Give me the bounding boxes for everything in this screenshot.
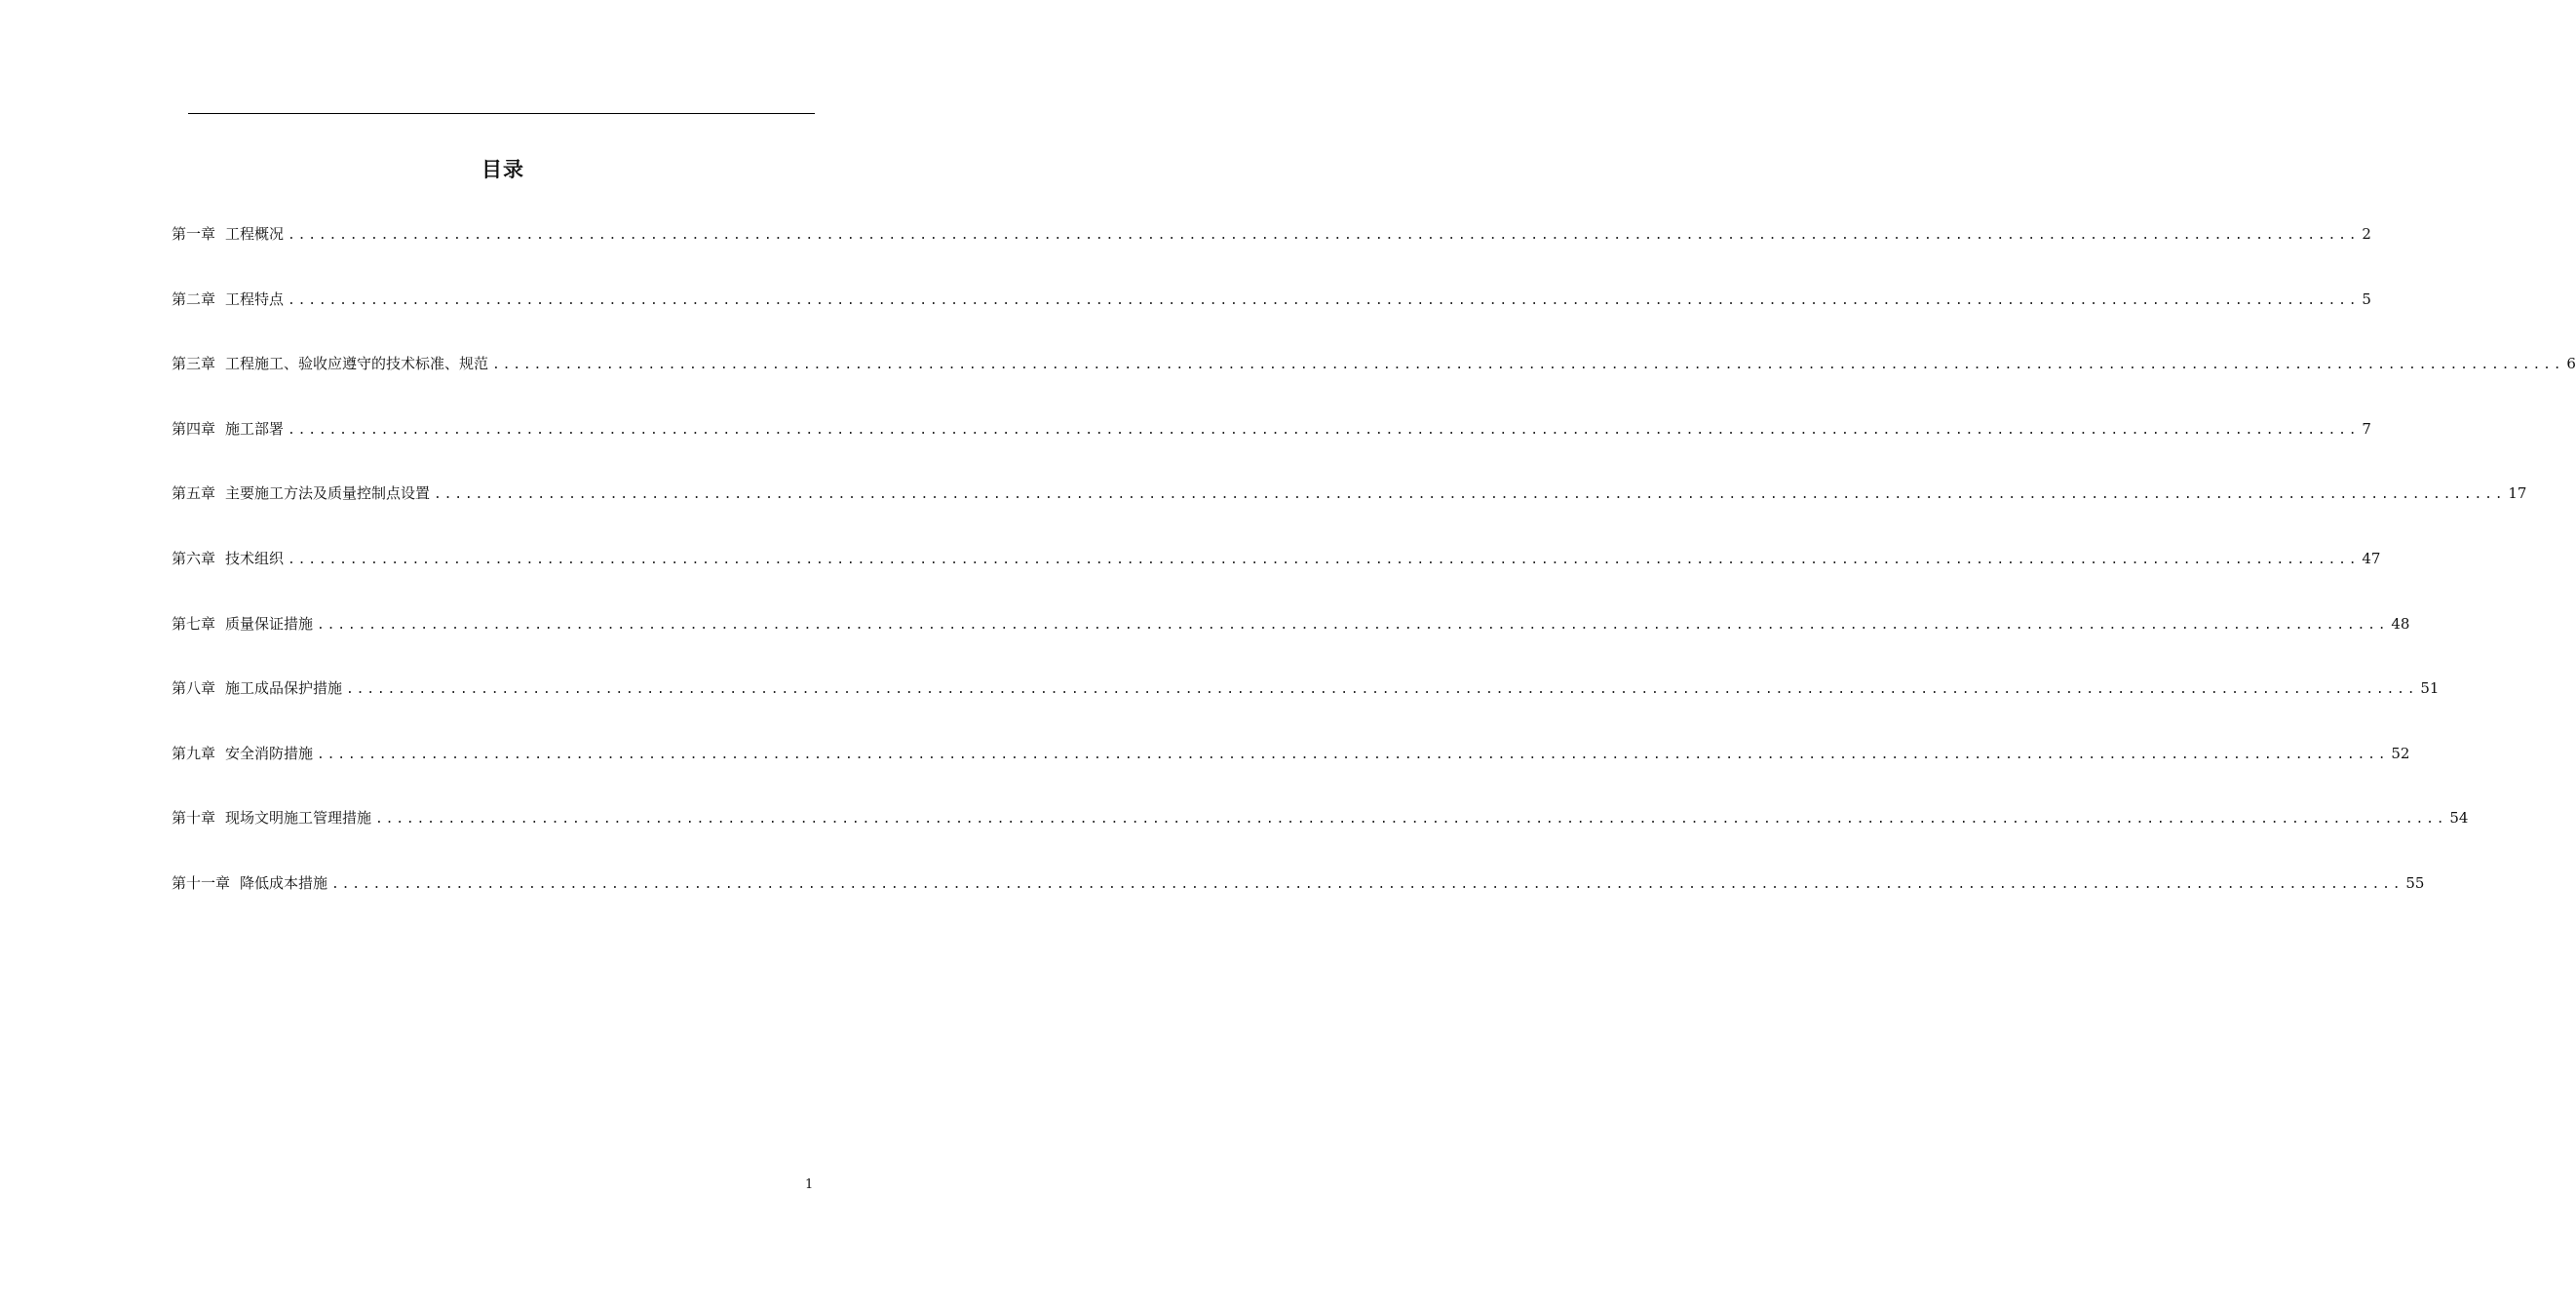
toc-title: 目录 (481, 158, 524, 181)
toc-entry[interactable] (172, 807, 2469, 872)
dot-leader: ........................................................................................................................................................................................................ (288, 552, 2360, 567)
toc-chapter-label: 第八章 (172, 679, 216, 698)
toc-entry[interactable] (172, 223, 2371, 289)
toc-page-number: 55 (2405, 873, 2425, 892)
dot-leader: ........................................................................................................................................................................................................ (288, 422, 2360, 438)
toc-entry[interactable] (172, 353, 2576, 418)
toc-page-number: 7 (2362, 419, 2371, 438)
toc-entry[interactable] (172, 613, 2410, 678)
dot-leader: ........................................................................................................................................................................................................ (434, 487, 2506, 503)
toc-entry-title: 技术组织 (225, 549, 285, 567)
toc-page-number: 48 (2391, 614, 2410, 633)
toc-entry[interactable] (172, 743, 2410, 808)
toc-chapter-label: 第一章 (172, 225, 216, 243)
toc-entry[interactable] (172, 289, 2371, 354)
toc-entry-title: 安全消防措施 (225, 744, 314, 762)
toc-entry-title: 质量保证措施 (225, 614, 314, 633)
dot-leader: ........................................................................................................................................................................................................ (492, 358, 2564, 373)
toc-page-number: 6 (2566, 355, 2576, 373)
dot-leader: ........................................................................................................................................................................................................ (288, 228, 2360, 243)
toc-entry-title: 工程概况 (225, 225, 285, 243)
dot-leader: ........................................................................................................................................................................................................ (375, 812, 2447, 828)
toc-chapter-label: 第五章 (172, 484, 216, 503)
toc-page-number: 52 (2391, 744, 2410, 762)
toc-chapter-label: 第十一章 (172, 873, 231, 892)
toc-entry[interactable] (172, 677, 2440, 743)
toc-page-number: 2 (2362, 225, 2371, 243)
toc-entry-title: 工程施工、验收应遵守的技术标准、规范 (225, 355, 489, 373)
dot-leader: ........................................................................................................................................................................................................ (346, 682, 2418, 698)
page-number: 1 (805, 1177, 814, 1192)
toc-entry-title: 施工部署 (225, 419, 285, 438)
toc-entry-title: 现场文明施工管理措施 (225, 809, 372, 828)
toc-entry-title: 降低成本措施 (240, 873, 328, 892)
dot-leader: ........................................................................................................................................................................................................ (317, 617, 2389, 633)
toc-entry[interactable] (172, 418, 2371, 483)
toc-entry[interactable] (172, 872, 2425, 938)
toc-page-number: 51 (2420, 679, 2440, 698)
table-of-contents (172, 223, 2576, 938)
toc-chapter-label: 第三章 (172, 355, 216, 373)
toc-entry[interactable] (172, 482, 2527, 548)
toc-page-number: 17 (2508, 484, 2527, 503)
toc-chapter-label: 第四章 (172, 419, 216, 438)
toc-chapter-label: 第九章 (172, 744, 216, 762)
header-rule (188, 113, 815, 114)
toc-page-number: 47 (2362, 549, 2381, 567)
dot-leader: ........................................................................................................................................................................................................ (331, 876, 2403, 892)
toc-chapter-label: 第六章 (172, 549, 216, 567)
toc-entry[interactable] (172, 548, 2381, 613)
toc-entry-title: 工程特点 (225, 289, 285, 308)
toc-chapter-label: 第二章 (172, 289, 216, 308)
toc-chapter-label: 第七章 (172, 614, 216, 633)
toc-page-number: 5 (2362, 289, 2371, 308)
toc-entry-title: 主要施工方法及质量控制点设置 (225, 484, 431, 503)
dot-leader: ........................................................................................................................................................................................................ (288, 292, 2360, 308)
toc-chapter-label: 第十章 (172, 809, 216, 828)
toc-entry-title: 施工成品保护措施 (225, 679, 343, 698)
toc-page-number: 54 (2449, 809, 2469, 828)
dot-leader: ........................................................................................................................................................................................................ (317, 747, 2389, 762)
